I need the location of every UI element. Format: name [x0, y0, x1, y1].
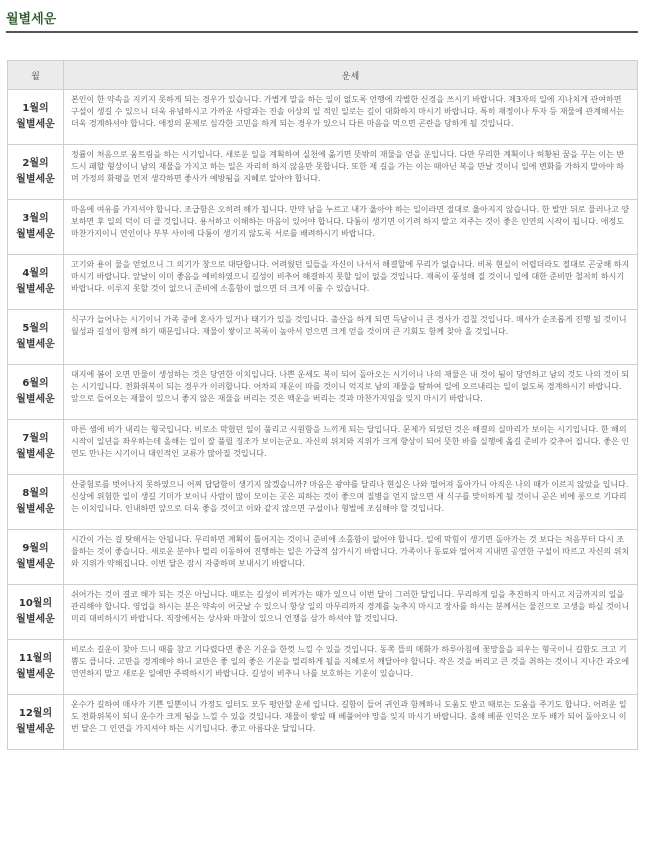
- fortune-text: 시간이 가는 걸 탓해서는 안됩니다. 무리하면 계획이 틀어지는 것이니 준비에 소홀함이 없어야 합니다. 일에 막힘이 생기면 돌아가는 것 보다는 처음부터 다시 조율하는 것이 좋습니다. 새로운 분야나 멀리 이동하여 진행하는 일은 가급적 삼가시기 바랍니다. 가족이나 동료와 떨어져 지내면 공연한 구설이 따르고 자신의 위치와 지위가 약해집니다. 이번 달은 잠시 자중하며 보내시기 바랍니다.: [64, 530, 638, 585]
- table-row: [8, 420, 638, 475]
- month-label: [8, 200, 64, 255]
- month-suffix: 월별세운: [16, 229, 55, 240]
- month-name: 6월의: [22, 378, 49, 389]
- month-label: [8, 420, 64, 475]
- month-name: 1월의: [22, 103, 49, 114]
- title-divider: [6, 31, 638, 33]
- fortune-text: 대지에 봄이 오면 만물이 생성하는 것은 당연한 이치입니다. 나쁜 운세도 복이 되어 돌아오는 시기이니 나의 재물은 내 것이 됨이 당연하고 남의 것도 나의 것이 되는 시기입니다. 전화위복이 되는 경우가 이러합니다. 어차피 재운이 따를 것이니 억지로 남의 재물을 탐하여 일에 오르내리는 일이 없도록 경계하시기 바랍니다. 앞으로 들어오는 재물이 있으니 좋지 않은 재물을 버리는 것은 액운을 버리는 것과 마찬가지임을 잊지 마시기 바랍니다.: [64, 365, 638, 420]
- month-label: [8, 310, 64, 365]
- month-label: [8, 90, 64, 145]
- month-label: [8, 585, 64, 640]
- month-suffix: 월별세운: [16, 504, 55, 515]
- month-name: 10월의: [18, 598, 53, 609]
- table-row: [8, 255, 638, 310]
- month-label: [8, 145, 64, 200]
- fortune-text: 마음에 여유를 가지셔야 합니다. 조급함은 오히려 해가 됩니다. 만약 남을 누르고 내가 옳아야 하는 일이라면 절대로 옳아지지 않습니다. 한 발만 뒤로 물러나고 양보하면 후 일의 덕이 더 클 것입니다. 용서하고 이해하는 마음이 있어야 합니다. 다툼이 생기면 이기려 하지 말고 져주는 것이 좋은 인연의 시작이 됩니다. 애정도 마찬가지이니 연인이나 부부 사이에 다툼이 생기지 않도록 서로를 배려하시기 바랍니다.: [64, 200, 638, 255]
- month-name: 12월의: [18, 708, 53, 719]
- month-name: 5월의: [22, 323, 49, 334]
- table-header-row: [8, 61, 638, 90]
- page-title: 월별세운: [6, 12, 57, 27]
- table-row: [8, 530, 638, 585]
- fortune-text: 정률이 처음으로 움트림을 하는 시기입니다. 새로운 일을 계획하여 실천에 옮기면 뜻밖의 재물을 얻을 운입니다. 다만 무리한 계획이나 허황된 꿈을 꾸는 이는 반드시 패할 형상이니 남의 재물을 가지고 하는 일은 자리히 하지 않음만 못합니다. 또한 제 길을 가는 이는 때아닌 복을 만날 것이니 일에 변화를 가하지 말아야 하며 가정의 화평을 먼저 생각하면 좋사가 예방됨을 지혜로 알아야 합니다.: [64, 145, 638, 200]
- month-suffix: 월별세운: [16, 284, 55, 295]
- month-suffix: 월별세운: [16, 449, 55, 460]
- table-row: [8, 310, 638, 365]
- fortune-text: 본인이 한 약속을 지키지 못하게 되는 경우가 있습니다. 가볍게 말을 하는 일이 없도록 언행에 각별한 신경을 쓰시기 바랍니다. 제3자의 일에 지나치게 관여하면 구설이 생길 수 있으니 더욱 유념하시고 가까운 사람과는 진솔 이상의 일 적인 일로는 깊이 대화하지 마시기 바랍니다. 특히 재정이나 투자 등 재물에 관계해서는 더욱 경계하셔야 합니다. 애정의 문제로 심각한 고민을 하게 되는 경우가 있으니 다른 마음을 먹으면 곤란을 당하게 될 것입니다.: [64, 90, 638, 145]
- fortune-text: 식구가 늘어나는 시기이니 가족 중에 혼사가 있거나 태기가 있을 것입니다. 출산을 하게 되면 득남이니 큰 경사가 겹칠 것입니다. 매사가 순조롭게 진행 될 것이니 월성과 길성이 함께 하기 때문입니다. 재물이 쌓이고 복록이 높아서 얻으면 크게 얻을 것이며 큰 기회도 함께 찾아 올 것입니다.: [64, 310, 638, 365]
- table-row: [8, 90, 638, 145]
- table-row: [8, 585, 638, 640]
- month-suffix: 월별세운: [16, 339, 55, 350]
- header-fortune: 운세: [64, 61, 638, 90]
- fortune-text: 비로소 길운이 찾아 드니 때를 참고 기다렸다면 좋은 기운을 한껏 느낄 수 있을 것입니다. 동쪽 뜰의 매화가 하루아침에 꽃망울을 피우는 형국이니 길함도 크고 기쁨도 큽니다. 고만을 경계해야 하니 교만은 좋 일의 좋은 기운을 멀리하게 될을 지혜로서 깨달아야 합니다. 작은 것을 버리고 큰 것을 취하는 것이니 지나간 과오에 연연하지 말고 새로운 일에만 주력하시기 바랍니다. 길성이 비추니 나를 보호하는 기운이 있습니다.: [64, 640, 638, 695]
- fortune-text: 마른 샘에 비가 내리는 형국입니다. 비로소 막혔던 일이 풀리고 시원함을 느끼게 되는 달입니다. 문제가 되었던 것은 해결의 실마리가 보이는 시기입니다. 한 해의 시작이 일년을 좌우하는데 올해는 일이 잘 풀릴 징조가 보이는군요. 자신의 위치와 지위가 크게 향상이 되어 뜻한 바를 실행에 옮길 준비가 갖추어 집니다. 좋은 인연도 만나는 시기이니 대인적인 교류가 많아질 것입니다.: [64, 420, 638, 475]
- month-label: [8, 365, 64, 420]
- month-name: 8월의: [22, 488, 49, 499]
- month-name: 2월의: [22, 158, 49, 169]
- month-name: 7월의: [22, 433, 49, 444]
- table-row: [8, 640, 638, 695]
- month-suffix: 월별세운: [16, 559, 55, 570]
- header-month: 월: [8, 61, 64, 90]
- table-row: [8, 200, 638, 255]
- month-suffix: 월별세운: [16, 174, 55, 185]
- fortune-text: 쉬어가는 것이 결코 해가 되는 것은 아닙니다. 때로는 길성이 비켜가는 때가 있으니 이번 달이 그러한 달입니다. 무리하게 일을 추진하지 마시고 지금까지의 일을 관리해야 합니다. 영업을 하시는 분은 약속이 어긋날 수 있으니 항상 일의 마무리까지 경계를 늦추지 마시고 장사를 하시는 분께서는 물건으로 고생을 하실 것이니 미리 대비하시기 바랍니다. 직장에서는 상사와 마찰이 있으니 언쟁을 삼가 하셔야 할 것입니다.: [64, 585, 638, 640]
- month-label: [8, 255, 64, 310]
- table-row: [8, 145, 638, 200]
- table-row: [8, 695, 638, 750]
- month-label: [8, 640, 64, 695]
- monthly-fortune-table: [7, 60, 638, 750]
- month-label: [8, 475, 64, 530]
- month-name: 3월의: [22, 213, 49, 224]
- fortune-text: 운수가 길하여 매사가 기쁜 일뿐이니 가정도 일터도 모두 평안할 운세 입니다. 길함이 들어 귀인과 함께하니 도움도 받고 때로는 도움을 주기도 합니다. 어려운 일도 전화위복이 되니 운수가 크게 됨을 느낄 수 있을 것입니다. 재물이 쌓일 때 베풀어야 망을 잊지 마시기 바랍니다. 올해 베푼 인덕은 모두 배가 되어 돌아오니 이번 달은 그 인연을 가지셔야 하는 시기입니다. 좋고 아름다운 달입니다.: [64, 695, 638, 750]
- table-row: [8, 475, 638, 530]
- month-suffix: 월별세운: [16, 669, 55, 680]
- fortune-text: 고기와 용이 물을 얻었으니 그 의기가 창으로 대단합니다. 어려웠던 일들을 자신이 나서서 해결할에 무리가 없습니다. 비록 현실이 어렵더라도 절대로 곤궁해 하지 마시기 바랍니다. 앞날이 이미 좋음을 예비하였으니 길성이 비추어 해결하지 못할 일이 없을 것입니다. 재록이 풍성해 질 것이니 일에 대한 준비만 철저히 하시기 바랍니다. 이루지 못할 것이 없으니 준비에 소홀함이 없으면 더 크게 이룰 수 있습니다.: [64, 255, 638, 310]
- month-suffix: 월별세운: [16, 724, 55, 735]
- table-row: [8, 365, 638, 420]
- month-name: 4월의: [22, 268, 49, 279]
- month-suffix: 월별세운: [16, 394, 55, 405]
- month-suffix: 월별세운: [16, 119, 55, 130]
- month-name: 9월의: [22, 543, 49, 554]
- month-label: [8, 695, 64, 750]
- fortune-text: 산중험로를 벗어나지 못하였으니 어찌 답답함이 생기지 않겠습니까? 마음은 광야를 달리나 현실은 나와 떨어져 돌아가니 아직은 나의 때가 이르지 않았을 입니다. 신상에 위험한 일이 생길 기미가 보이니 사람이 많이 모이는 곳은 피하는 것이 좋으며 질병을 얻지 않으면 새 식구를 맞이하게 될 것이니 곧은 비에 롱으로 기다리는 이치입니다. 인내하면 앞으로 더욱 좋을 것이고 이와 같지 않으면 구설이나 형벌에 조심해야 할 것입니다.: [64, 475, 638, 530]
- month-label: [8, 530, 64, 585]
- month-suffix: 월별세운: [16, 614, 55, 625]
- month-name: 11월의: [18, 653, 53, 664]
